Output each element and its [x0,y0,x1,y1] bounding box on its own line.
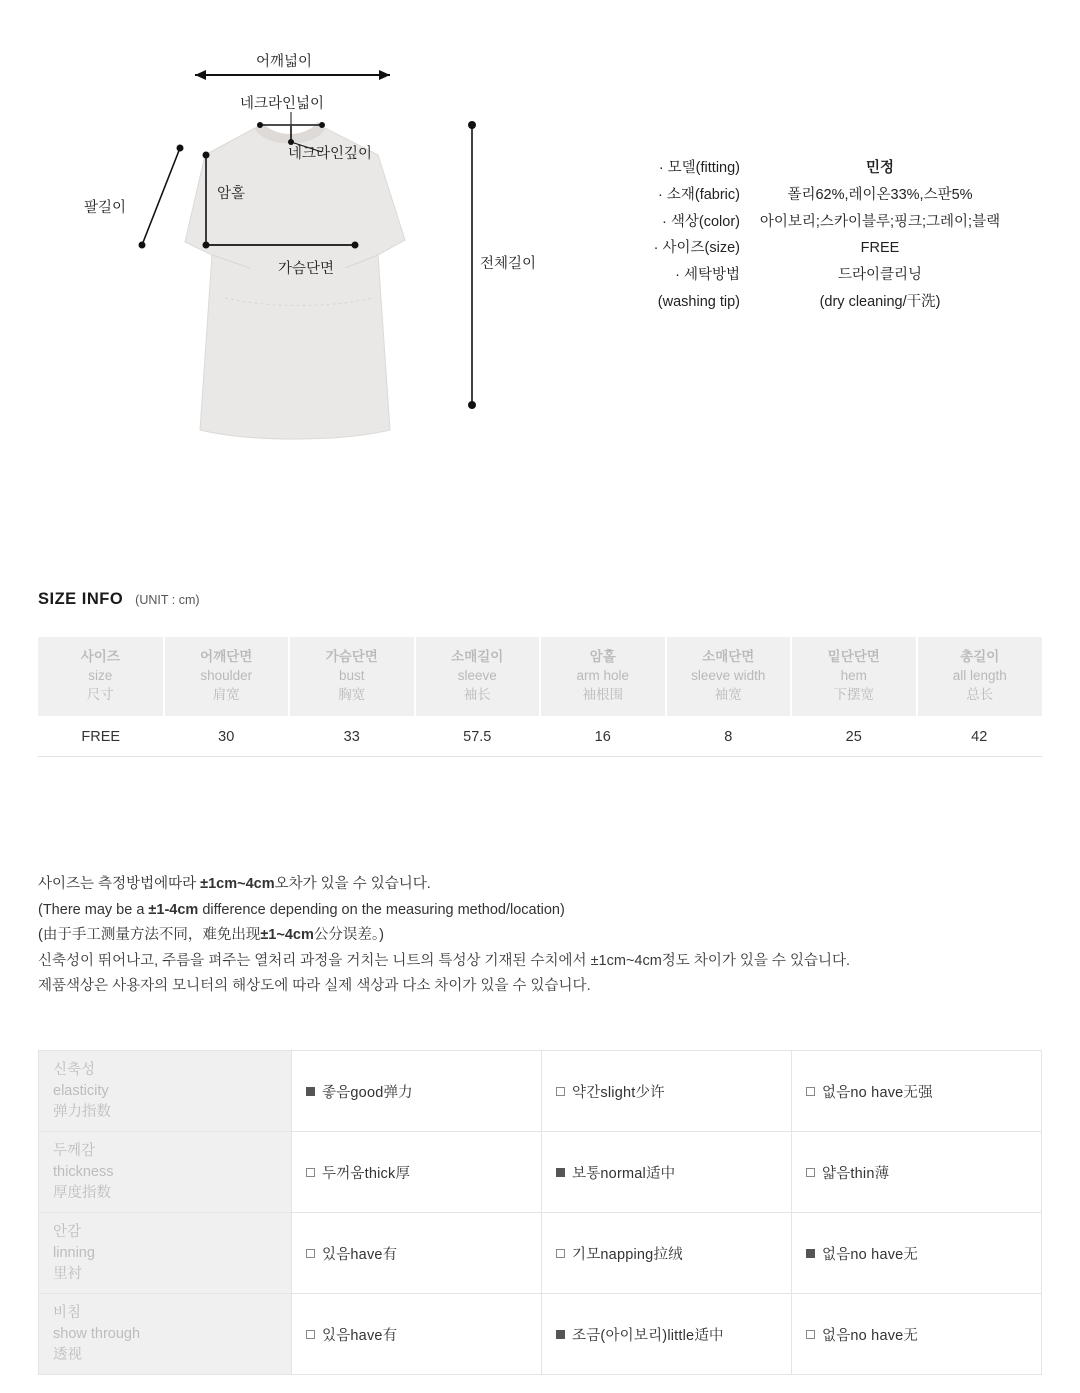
note-line-2 [38,898,1038,924]
label-neckline-depth: 네크라인깊이 [288,146,373,162]
header-ko: 가슴단면 [325,649,378,664]
note-line-3 [38,923,1038,949]
option-ko: 있음 [322,1327,351,1344]
property-option-linning-have[interactable] [292,1213,542,1294]
spec-row [560,155,1020,182]
property-head-thickness [39,1132,292,1213]
prop-head-en: show through [53,1325,141,1342]
property-option-linning-none[interactable] [792,1213,1042,1294]
spec-value: 폴리62%,레이온33%,스판5% [787,186,973,203]
spec-label: (washing tip) [657,293,740,310]
spec-row [560,262,1020,289]
note-3c: 公分误差。) [313,927,384,943]
option-cn: 无强 [903,1084,933,1101]
header-en: shoulder [200,668,253,683]
option-en: normal [600,1165,646,1182]
column-header-shoulder [164,637,290,717]
header-cn: 肩宽 [212,687,240,702]
property-option-show-through-none[interactable] [792,1294,1042,1375]
option-ko: 없음 [822,1084,851,1101]
option-ko: 두꺼움 [322,1165,365,1182]
shirt-body-shape [185,128,405,439]
property-row-thickness [39,1132,1042,1213]
header-ko: 소매길이 [451,649,504,664]
option-en: no have [850,1084,904,1101]
option-en: napping [600,1246,654,1263]
table-row [38,717,1042,757]
point-dot [352,242,359,249]
note-2c: difference depending on the measuring method/location) [198,901,565,918]
label-chest-section: 가슴단면 [278,261,335,277]
property-row-elasticity [39,1051,1042,1132]
checkbox-unchecked-icon[interactable] [806,1168,815,1177]
property-head-linning [39,1213,292,1294]
property-option-elasticity-slight[interactable] [542,1051,792,1132]
property-option-thickness-thin[interactable] [792,1132,1042,1213]
property-option-elasticity-good[interactable] [292,1051,542,1132]
prop-head-ko: 신축성 [53,1061,96,1078]
spec-value: FREE [860,240,900,257]
prop-head-ko: 비침 [53,1304,82,1321]
spec-value: 아이보리;스카이블루;핑크;그레이;블랙 [759,213,1001,230]
point-dot [319,122,325,128]
prop-head-en: thickness [53,1163,114,1180]
option-cn: 适中 [645,1165,676,1182]
note-3a: (由于手工测量方法不同，难免出现 [38,927,261,943]
size-info-unit: (UNIT : cm) [135,593,200,607]
option-cn: 无 [903,1246,919,1263]
cell-all-length: 42 [917,717,1043,757]
spec-value: (dry cleaning/干洗) [819,293,941,310]
checkbox-unchecked-icon[interactable] [806,1330,815,1339]
cell-hem: 25 [791,717,917,757]
header-cn: 尺寸 [86,687,114,702]
option-ko: 없음 [822,1327,851,1344]
option-cn: 少许 [635,1084,665,1101]
note-2b: ±1-4cm [148,901,199,918]
property-option-show-through-little[interactable] [542,1294,792,1375]
option-cn: 弹力 [383,1084,413,1101]
option-cn: 有 [382,1246,398,1263]
note-line-1 [38,872,1038,898]
option-cn: 适中 [694,1327,724,1344]
option-ko: 조금(아이보리) [572,1327,668,1344]
label-neckline-width: 네크라인넓이 [240,96,325,112]
checkbox-unchecked-icon[interactable] [806,1087,815,1096]
point-dot [139,242,146,249]
spec-row [560,235,1020,262]
note-1a: 사이즈는 측정방법에따라 [38,876,201,892]
header-cn: 袖长 [463,687,491,702]
checkbox-checked-icon[interactable] [556,1330,565,1339]
prop-head-cn: 里衬 [53,1265,82,1282]
option-ko: 보통 [572,1165,601,1182]
option-en: no have [850,1327,904,1344]
note-1c: 오차가 있을 수 있습니다. [274,876,431,892]
point-dot [257,122,263,128]
cell-sleeve-width: 8 [666,717,792,757]
header-en: bust [338,668,365,683]
header-cn: 下摆宽 [833,687,874,702]
spec-label: · 소재(fabric) [658,186,740,203]
checkbox-checked-icon[interactable] [556,1168,565,1177]
header-cn: 胸宽 [338,687,366,702]
size-table [38,637,1042,757]
option-cn: 无 [903,1327,919,1344]
checkbox-unchecked-icon[interactable] [556,1249,565,1258]
label-arm-hole: 암홀 [217,186,246,202]
option-en: thick [364,1165,396,1182]
header-en: sleeve width [691,668,766,683]
option-cn: 薄 [874,1165,890,1182]
property-option-elasticity-none[interactable] [792,1051,1042,1132]
cell-bust: 33 [289,717,415,757]
property-head-show-through [39,1294,292,1375]
property-option-show-through-have[interactable] [292,1294,542,1375]
option-en: slight [600,1084,636,1101]
cell-armhole: 16 [540,717,666,757]
prop-head-cn: 透视 [53,1346,82,1363]
prop-head-cn: 厚度指数 [53,1184,111,1201]
property-row-show-through [39,1294,1042,1375]
option-en: no have [850,1246,904,1263]
note-line-5: 제품색상은 사용자의 모니터의 해상도에 따라 실제 색상과 다소 차이가 있을 수 있습니다. [38,978,591,994]
note-1b: ±1cm~4cm [200,876,275,892]
spec-label: · 사이즈(size) [653,240,740,257]
size-info-title: SIZE INFO [38,590,124,608]
garment-diagram-section [0,0,1080,500]
checkbox-checked-icon[interactable] [806,1249,815,1258]
spec-label: · 색상(color) [662,213,740,230]
option-cn: 有 [382,1327,398,1344]
spec-row [560,209,1020,236]
option-ko: 약간 [572,1084,601,1101]
tshirt-measurement-diagram [60,30,540,450]
note-3b: ±1~4cm [260,927,314,943]
arrow-left [195,70,206,80]
point-dot [177,145,184,152]
spec-row [560,182,1020,209]
property-head-elasticity [39,1051,292,1132]
label-sleeve-length: 팔길이 [84,200,127,216]
arrow-right [379,70,390,80]
prop-head-en: elasticity [53,1082,109,1099]
spec-value: 드라이클리닝 [837,267,923,284]
spec-row [560,289,1020,316]
header-en: hem [840,668,867,683]
option-en: have [350,1246,383,1263]
option-ko: 기모 [572,1246,601,1263]
option-en: have [350,1327,383,1344]
label-total-length: 전체길이 [480,256,537,272]
header-ko: 밑단단면 [827,649,880,664]
spec-list [560,155,1020,316]
size-info-header [38,590,200,609]
checkbox-unchecked-icon[interactable] [556,1087,565,1096]
cell-size: FREE [38,717,164,757]
fabric-property-table [38,1050,1042,1375]
header-cn: 袖宽 [714,687,742,702]
column-header-sleeve [415,637,541,717]
header-cn: 总长 [966,687,994,702]
measurement-notes [38,872,1038,1000]
label-shoulder-width: 어깨넓이 [256,54,313,70]
column-header-size [38,637,164,717]
spec-label: · 세탁방법 [675,267,740,284]
header-cn: 袖根围 [582,687,623,702]
header-en: arm hole [576,668,630,683]
note-2a: (There may be a [38,901,149,918]
option-en: thin [850,1165,875,1182]
column-header-hem [791,637,917,717]
table-header-row [38,637,1042,717]
property-row-linning [39,1213,1042,1294]
checkbox-unchecked-icon[interactable] [306,1168,315,1177]
column-header-sleeve-width [666,637,792,717]
checkbox-unchecked-icon[interactable] [306,1330,315,1339]
option-cn: 拉绒 [653,1246,683,1263]
header-ko: 총길이 [960,649,1000,664]
header-en: sleeve [457,668,497,683]
header-ko: 소매단면 [702,649,755,664]
prop-head-en: linning [53,1244,95,1261]
checkbox-checked-icon[interactable] [306,1087,315,1096]
spec-label: · 모델(fitting) [658,160,740,176]
option-ko: 좋음 [322,1084,351,1101]
header-ko: 어깨단면 [200,649,253,664]
option-en: good [350,1084,384,1101]
header-ko: 사이즈 [80,649,120,664]
note-line-4: 신축성이 뛰어나고, 주름을 펴주는 열처리 과정을 거치는 니트의 특성상 기재된 수치에서 ±1cm~4cm정도 차이가 있을 수 있습니다. [38,952,851,969]
header-en: size [88,668,113,683]
point-dot [203,152,210,159]
prop-head-cn: 弹力指数 [53,1103,111,1120]
point-dot [468,401,476,409]
column-header-bust [289,637,415,717]
prop-head-ko: 두께감 [53,1142,96,1159]
point-dot [468,121,476,129]
cell-shoulder: 30 [164,717,290,757]
property-option-thickness-normal[interactable] [542,1132,792,1213]
sleeve-length-line [142,148,180,245]
column-header-all-length [917,637,1043,717]
checkbox-unchecked-icon[interactable] [306,1249,315,1258]
option-ko: 얇음 [822,1165,851,1182]
header-en: all length [952,668,1007,683]
spec-value: 민정 [865,160,894,176]
option-ko: 없음 [822,1246,851,1263]
option-en: little [667,1327,695,1344]
header-ko: 암홀 [589,649,616,664]
property-option-thickness-thick[interactable] [292,1132,542,1213]
property-option-linning-napping[interactable] [542,1213,792,1294]
option-cn: 厚 [395,1165,411,1182]
column-header-armhole [540,637,666,717]
option-ko: 있음 [322,1246,351,1263]
cell-sleeve: 57.5 [415,717,541,757]
prop-head-ko: 안감 [53,1223,82,1240]
